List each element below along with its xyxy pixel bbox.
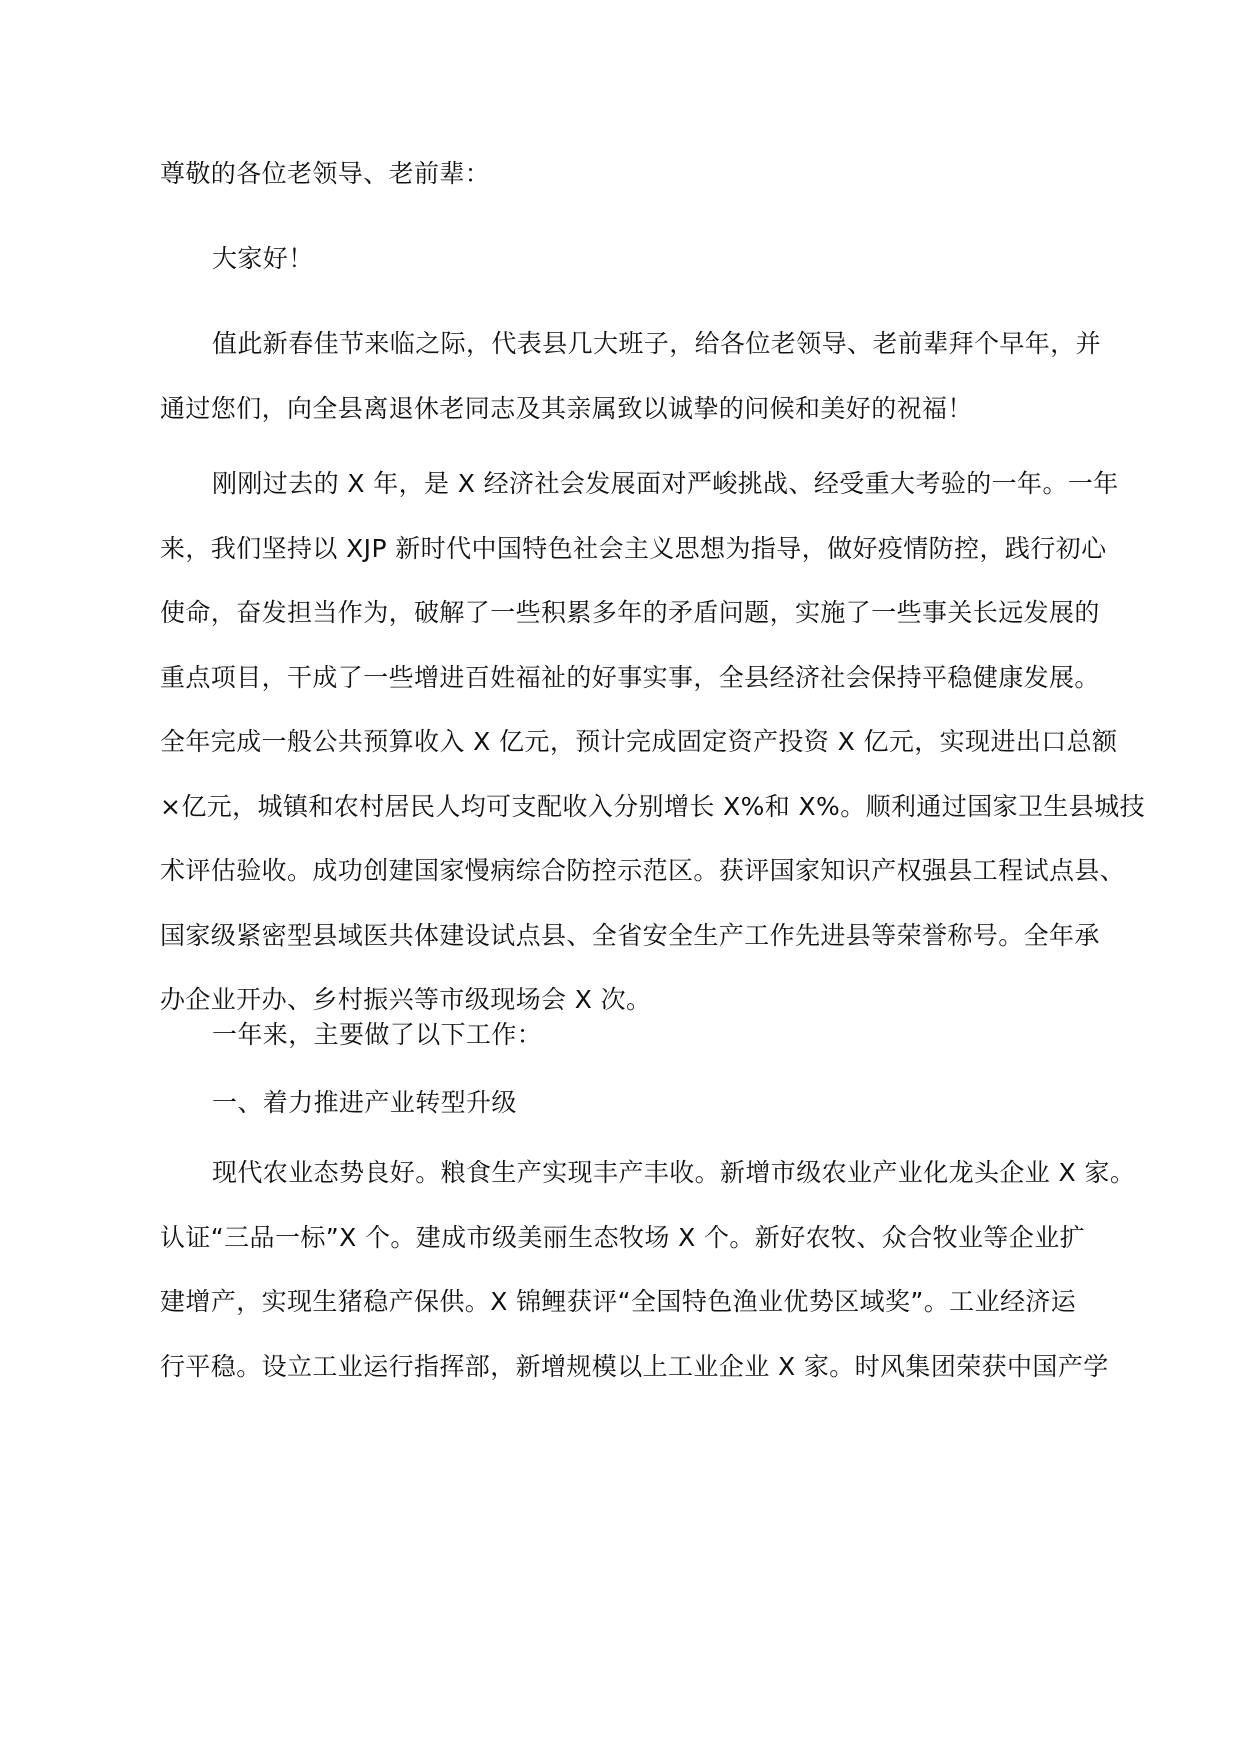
salutation <box>160 142 1100 207</box>
work-intro-text: 一年来，主要做了以下工作： <box>212 1020 543 1049</box>
salutation-text: 尊敬的各位老领导、老前辈： <box>160 159 491 188</box>
paragraph-agriculture-industry <box>160 1141 1136 1399</box>
section-heading-text: 一、着力推进产业转型升级 <box>212 1088 517 1117</box>
section-heading <box>160 1071 1100 1136</box>
text-line: 使命，奋发担当作为，破解了一些积累多年的矛盾问题，实施了一些事关长远发展的 <box>160 598 1100 627</box>
text-line: 全年完成一般公共预算收入 X 亿元，预计完成固定资产投资 X 亿元，实现进出口总额 <box>160 727 1118 756</box>
text-line: 国家级紧密型县域医共体建设试点县、全省安全生产工作先进县等荣誉称号。全年承 <box>160 920 1100 950</box>
text-line: 刚刚过去的 X 年，是 X 经济社会发展面对严峻挑战、经受重大考验的一年。一年 <box>212 469 1119 498</box>
paragraph-work-intro <box>160 1003 1100 1068</box>
text-line: ×亿元，城镇和农村居民人均可支配收入分别增长 X%和 X%。顺利通过国家卫生县城技 <box>160 791 1146 821</box>
text-line: 行平稳。设立工业运行指挥部，新增规模以上工业企业 X 家。时风集团荣获中国产学 <box>160 1351 1109 1381</box>
text-line: 重点项目，干成了一些增进百姓福祉的好事实事，全县经济社会保持平稳健康发展。 <box>160 662 1100 692</box>
greeting-text: 大家好！ <box>212 244 314 273</box>
text-line: 建增产，实现生猪稳产保供。X 锦鲤获评“全国特色渔业优势区域奖”。工业经济运 <box>160 1287 1077 1316</box>
text-line: 办企业开办、乡村振兴等市级现场会 X 次。 <box>160 985 652 1014</box>
paragraph-year-review <box>160 452 1146 1033</box>
text-line: 值此新春佳节来临之际，代表县几大班子，给各位老领导、老前辈拜个早年，并 <box>212 329 1102 358</box>
text-line: 通过您们，向全县离退休老同志及其亲属致以诚挚的问候和美好的祝福！ <box>160 393 973 423</box>
text-line: 认证“三品一标”X 个。建成市级美丽生态牧场 X 个。新好农牧、众合牧业等企业扩 <box>160 1222 1085 1252</box>
text-line: 术评估验收。成功创建国家慢病综合防控示范区。获评国家知识产权强县工程试点县、 <box>160 856 1126 885</box>
text-line: 来，我们坚持以 XJP 新时代中国特色社会主义思想为指导，做好疫情防控，践行初心 <box>160 533 1107 563</box>
paragraph-new-year-wishes <box>160 312 1100 441</box>
greeting <box>160 227 1100 292</box>
text-line: 现代农业态势良好。粮食生产实现丰产丰收。新增市级农业产业化龙头企业 X 家。 <box>212 1158 1136 1187</box>
